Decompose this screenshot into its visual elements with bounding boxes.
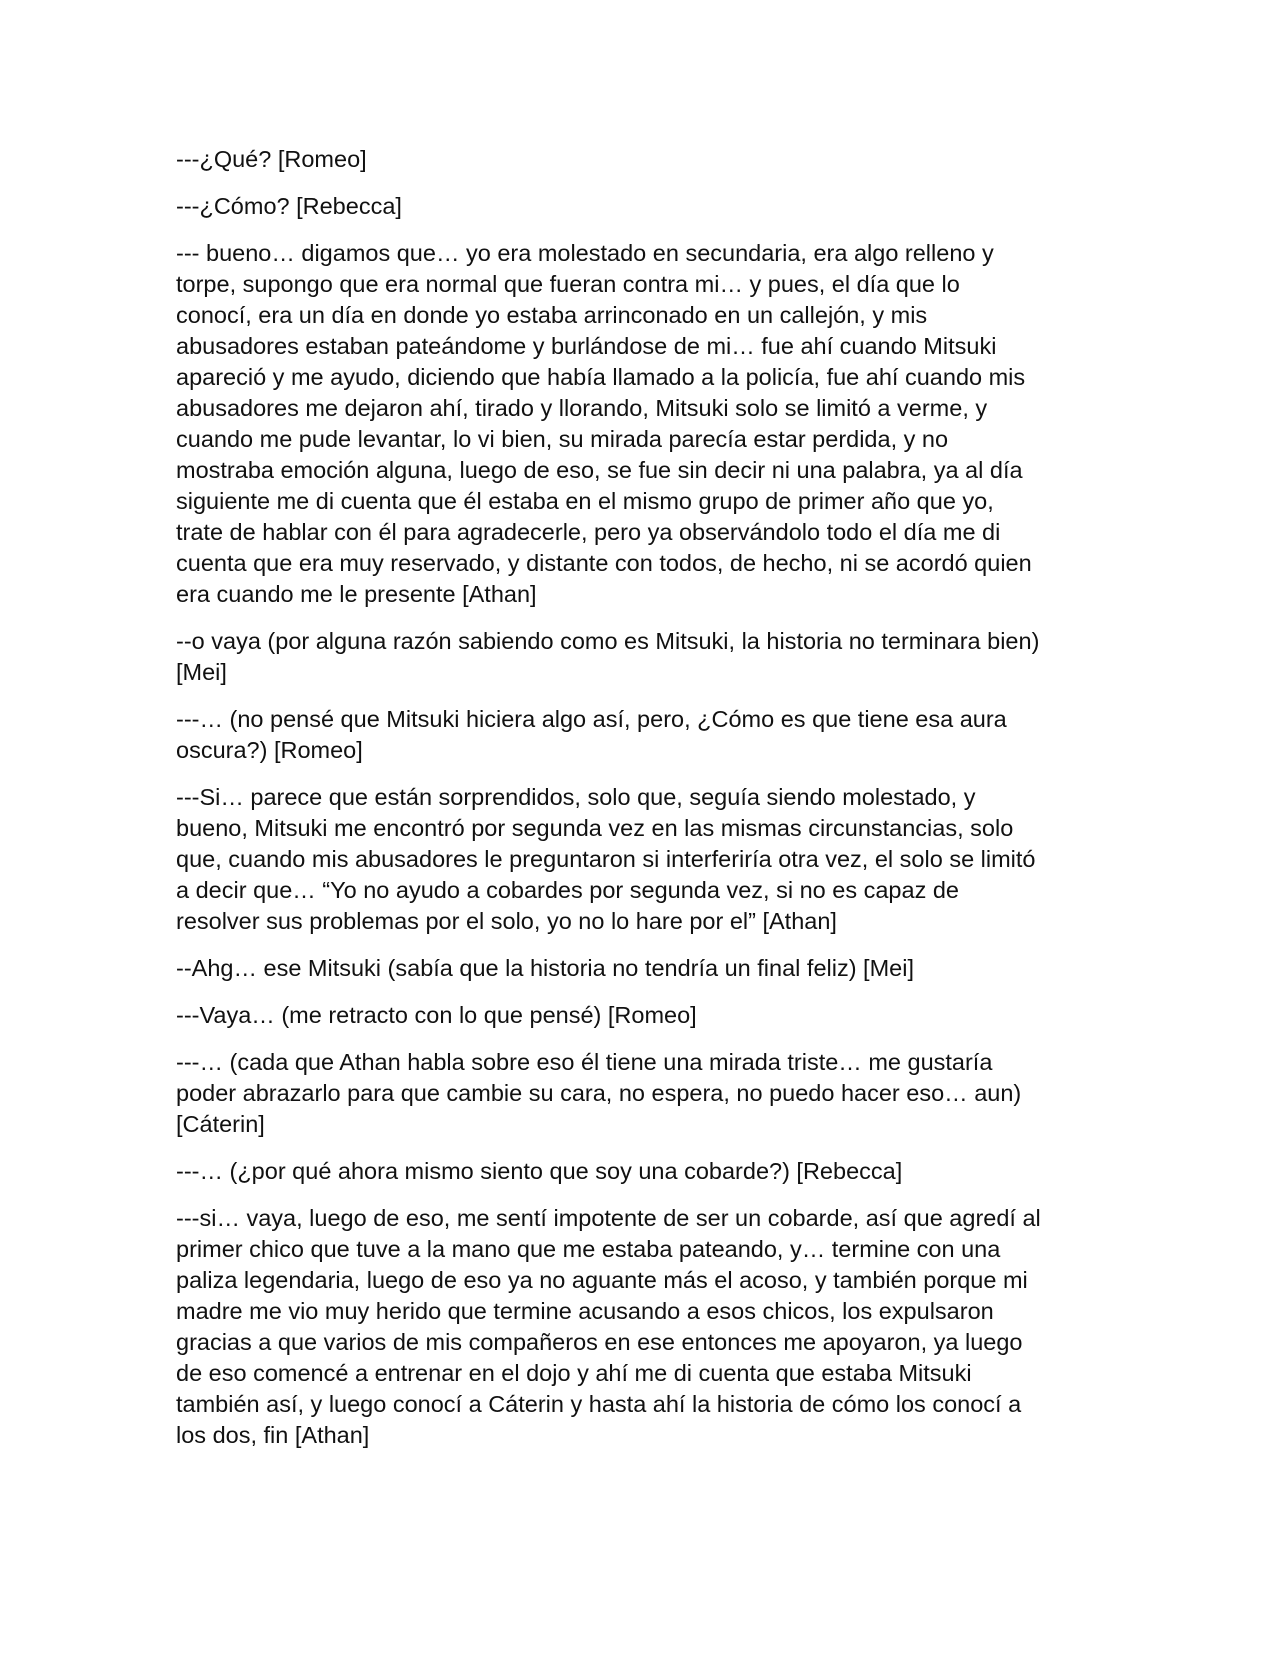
dialogue-line-romeo-vaya: ---Vaya… (me retracto con lo que pensé) [Romeo] xyxy=(176,1002,697,1028)
document-page xyxy=(176,144,1106,1467)
dialogue-line-rebecca-thought: ---… (¿por qué ahora mismo siento que soy una cobarde?) [Rebecca] xyxy=(176,1158,903,1184)
dialogue-paragraph-athan-ending: ---si… vaya, luego de eso, me sentí impotente de ser un cobarde, así que agredí al primer chico que tuve a la mano que me estaba pateando, y… termine con una paliza legendaria, luego de eso ya no aguante más el acoso, y también porque mi madre me vio muy herido que termine acusando a esos chicos, los expulsaron gracias a que varios de mis compañeros en ese entonces me apoyaron, ya luego de eso comencé a entrenar en el dojo y ahí me di cuenta que estaba Mitsuki también así, y luego conocí a Cáterin y hasta ahí la historia de cómo los conocí a los dos, fin [Athan] xyxy=(176,1205,1041,1448)
dialogue-paragraph-athan-second: ---Si… parece que están sorprendidos, solo que, seguía siendo molestado, y bueno, Mitsuki me encontró por segunda vez en las mismas circunstancias, solo que, cuando mis abusadores le preguntaron si interferiría otra vez, el solo se limitó a decir que… “Yo no ayudo a cobardes por segunda vez, si no es capaz de resolver sus problemas por el solo, yo no lo hare por el” [Athan] xyxy=(176,784,1036,934)
dialogue-line-rebecca-como: ---¿Cómo? [Rebecca] xyxy=(176,193,402,219)
dialogue-line-mei-ahg: --Ahg… ese Mitsuki (sabía que la historia no tendría un final feliz) [Mei] xyxy=(176,955,914,981)
dialogue-paragraph-athan-story: --- bueno… digamos que… yo era molestado en secundaria, era algo relleno y torpe, supongo que era normal que fueran contra mi… y pues, el día que lo conocí, era un día en donde yo estaba arrinconado en un callejón, y mis abusadores estaban pateándome y burlándose de mi… fue ahí cuando Mitsuki apareció y me ayudo, diciendo que había llamado a la policía, fue ahí cuando mis abusadores me dejaron ahí, tirado y llorando, Mitsuki solo se limitó a verme, y cuando me pude levantar, lo vi bien, su mirada parecía estar perdida, y no mostraba emoción alguna, luego de eso, se fue sin decir ni una palabra, ya al día siguiente me di cuenta que él estaba en el mismo grupo de primer año que yo, trate de hablar con él para agradecerle, pero ya observándolo todo el día me di cuenta que era muy reservado, y distante con todos, de hecho, ni se acordó quien era cuando me le presente [Athan] xyxy=(176,240,1032,607)
dialogue-line-mei-vaya: --o vaya (por alguna razón sabiendo como es Mitsuki, la historia no terminara bien) [Mei] xyxy=(176,628,1040,685)
dialogue-line-romeo-que: ---¿Qué? [Romeo] xyxy=(176,146,367,172)
dialogue-line-caterin-thought: ---… (cada que Athan habla sobre eso él tiene una mirada triste… me gustaría poder abrazarlo para que cambie su cara, no espera, no puedo hacer eso… aun) [Cáterin] xyxy=(176,1049,1022,1137)
dialogue-line-romeo-thought: ---… (no pensé que Mitsuki hiciera algo así, pero, ¿Cómo es que tiene esa aura oscura?) [Romeo] xyxy=(176,706,1007,763)
